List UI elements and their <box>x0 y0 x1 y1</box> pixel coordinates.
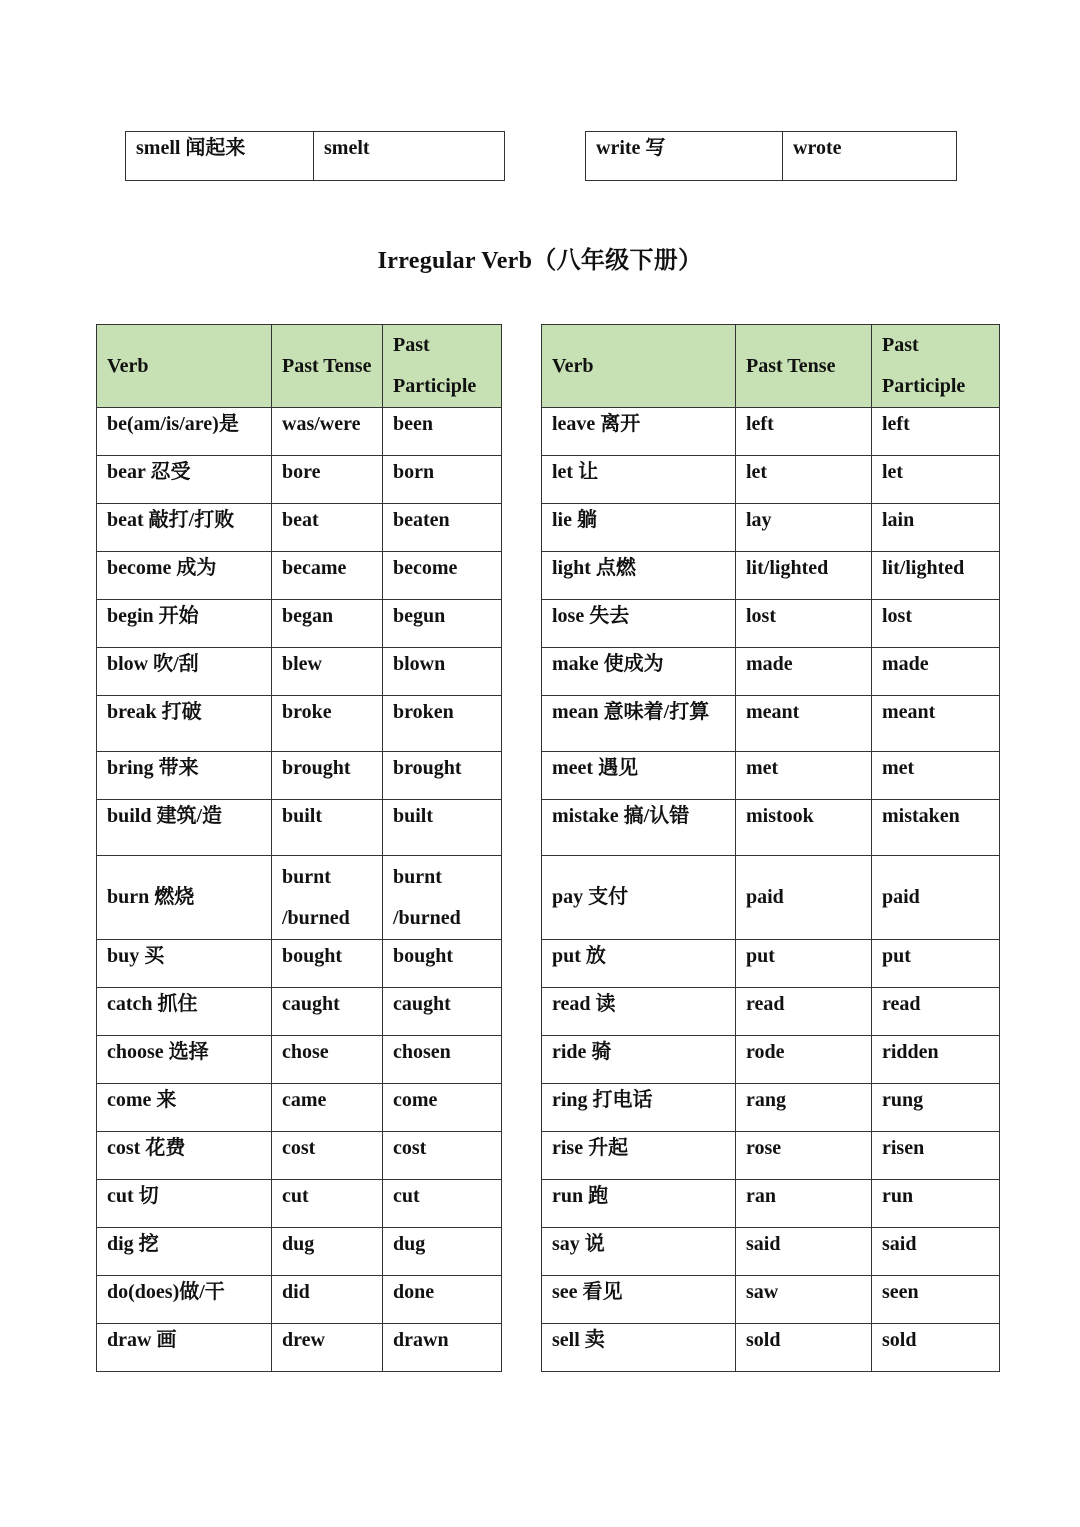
header-past-participle: Past Participle <box>383 325 502 408</box>
past-tense-cell: burnt /burned <box>272 856 383 940</box>
past-participle-cell: built <box>383 800 502 856</box>
table-row <box>97 648 502 696</box>
verb-cell: become 成为 <box>97 552 272 600</box>
past-participle-cell: lain <box>872 504 1000 552</box>
past-participle-cell: born <box>383 456 502 504</box>
verb-cell: write 写 <box>586 132 783 181</box>
past-tense-cell: cut <box>272 1180 383 1228</box>
header-verb: Verb <box>97 325 272 408</box>
verb-cell: come 来 <box>97 1084 272 1132</box>
past-participle-cell: blown <box>383 648 502 696</box>
past-participle-cell: paid <box>872 856 1000 940</box>
header-past-tense: Past Tense <box>272 325 383 408</box>
past-tense-cell: ran <box>736 1180 872 1228</box>
past-participle-cell: caught <box>383 988 502 1036</box>
past-tense-cell: did <box>272 1276 383 1324</box>
past-participle-cell: broken <box>383 696 502 752</box>
past-tense-cell: saw <box>736 1276 872 1324</box>
past-tense-cell: said <box>736 1228 872 1276</box>
header-verb: Verb <box>542 325 736 408</box>
past-participle-cell: risen <box>872 1132 1000 1180</box>
table-row <box>542 552 1000 600</box>
past-tense-cell: chose <box>272 1036 383 1084</box>
past-tense-cell: was/were <box>272 408 383 456</box>
verb-cell: buy 买 <box>97 940 272 988</box>
past-participle-cell: beaten <box>383 504 502 552</box>
past-tense-cell: read <box>736 988 872 1036</box>
table-row <box>542 1228 1000 1276</box>
past-participle-cell: lost <box>872 600 1000 648</box>
past-tense-cell: lost <box>736 600 872 648</box>
irregular-verb-table-left <box>96 324 502 1372</box>
past-tense-cell: made <box>736 648 872 696</box>
past-tense-cell: brought <box>272 752 383 800</box>
verb-cell: sell 卖 <box>542 1324 736 1372</box>
table-row <box>97 1084 502 1132</box>
verb-cell: choose 选择 <box>97 1036 272 1084</box>
verb-cell: run 跑 <box>542 1180 736 1228</box>
table-row <box>97 1036 502 1084</box>
table-row <box>542 1132 1000 1180</box>
verb-cell: do(does)做/干 <box>97 1276 272 1324</box>
table-row <box>542 940 1000 988</box>
past-tense-cell: lit/lighted <box>736 552 872 600</box>
table-row <box>542 800 1000 856</box>
verb-cell: say 说 <box>542 1228 736 1276</box>
verb-cell: mean 意味着/打算 <box>542 696 736 752</box>
table-row <box>97 988 502 1036</box>
table-row <box>97 1324 502 1372</box>
table-row <box>97 456 502 504</box>
past-participle-cell: put <box>872 940 1000 988</box>
past-participle-cell: ridden <box>872 1036 1000 1084</box>
past-tense-cell: mistook <box>736 800 872 856</box>
past-participle-cell: run <box>872 1180 1000 1228</box>
past-tense-cell: sold <box>736 1324 872 1372</box>
verb-cell: smell 闻起来 <box>126 132 314 181</box>
past-tense-cell: beat <box>272 504 383 552</box>
table-row <box>542 456 1000 504</box>
verb-cell: lie 躺 <box>542 504 736 552</box>
past-tense-cell: rose <box>736 1132 872 1180</box>
past-tense-cell: bought <box>272 940 383 988</box>
past-participle-cell: brought <box>383 752 502 800</box>
past-tense-cell: lay <box>736 504 872 552</box>
verb-cell: meet 遇见 <box>542 752 736 800</box>
table-row <box>542 648 1000 696</box>
past-tense-cell: rode <box>736 1036 872 1084</box>
table-row <box>542 408 1000 456</box>
verb-cell: draw 画 <box>97 1324 272 1372</box>
table-row <box>97 1132 502 1180</box>
verb-cell: build 建筑/造 <box>97 800 272 856</box>
table-row <box>542 504 1000 552</box>
table-row <box>97 408 502 456</box>
past-participle-cell: meant <box>872 696 1000 752</box>
top-table-left <box>125 131 505 181</box>
irregular-verb-table-right <box>541 324 1000 1372</box>
past-tense-cell: cost <box>272 1132 383 1180</box>
past-participle-cell: left <box>872 408 1000 456</box>
verb-cell: see 看见 <box>542 1276 736 1324</box>
verb-cell: let 让 <box>542 456 736 504</box>
past-participle-cell: cost <box>383 1132 502 1180</box>
verb-cell: catch 抓住 <box>97 988 272 1036</box>
past-tense-cell: dug <box>272 1228 383 1276</box>
table-row <box>126 132 505 181</box>
verb-cell: leave 离开 <box>542 408 736 456</box>
past-tense-cell: came <box>272 1084 383 1132</box>
past-tense-cell: met <box>736 752 872 800</box>
verb-cell: beat 敲打/打败 <box>97 504 272 552</box>
table-row <box>97 504 502 552</box>
past-tense-cell: paid <box>736 856 872 940</box>
table-row <box>97 600 502 648</box>
verb-cell: dig 挖 <box>97 1228 272 1276</box>
verb-cell: begin 开始 <box>97 600 272 648</box>
verb-cell: cut 切 <box>97 1180 272 1228</box>
table-row <box>97 856 502 940</box>
table-row <box>97 1276 502 1324</box>
past-participle-cell: dug <box>383 1228 502 1276</box>
table-row <box>97 752 502 800</box>
header-past-participle: Past Participle <box>872 325 1000 408</box>
verb-cell: cost 花费 <box>97 1132 272 1180</box>
past-participle-cell: cut <box>383 1180 502 1228</box>
past-tense-cell: let <box>736 456 872 504</box>
verb-cell: bear 忍受 <box>97 456 272 504</box>
past-tense-cell: left <box>736 408 872 456</box>
verb-cell: light 点燃 <box>542 552 736 600</box>
past-participle-cell: read <box>872 988 1000 1036</box>
past-participle-cell: chosen <box>383 1036 502 1084</box>
table-row <box>542 1180 1000 1228</box>
table-row <box>542 600 1000 648</box>
past-tense-cell: smelt <box>314 132 505 181</box>
table-row <box>97 1228 502 1276</box>
table-row <box>97 940 502 988</box>
past-tense-cell: built <box>272 800 383 856</box>
past-participle-cell: done <box>383 1276 502 1324</box>
table-header-row <box>97 325 502 408</box>
table-row <box>542 1324 1000 1372</box>
table-row <box>586 132 957 181</box>
table-row <box>542 696 1000 752</box>
past-tense-cell: caught <box>272 988 383 1036</box>
past-participle-cell: sold <box>872 1324 1000 1372</box>
verb-cell: burn 燃烧 <box>97 856 272 940</box>
table-header-row <box>542 325 1000 408</box>
header-past-tense: Past Tense <box>736 325 872 408</box>
past-participle-cell: made <box>872 648 1000 696</box>
verb-cell: bring 带来 <box>97 752 272 800</box>
verb-cell: blow 吹/刮 <box>97 648 272 696</box>
top-table-right <box>585 131 957 181</box>
table-row <box>542 856 1000 940</box>
past-tense-cell: began <box>272 600 383 648</box>
past-tense-cell: wrote <box>783 132 957 181</box>
past-participle-cell: lit/lighted <box>872 552 1000 600</box>
past-tense-cell: rang <box>736 1084 872 1132</box>
past-participle-cell: let <box>872 456 1000 504</box>
past-participle-cell: begun <box>383 600 502 648</box>
past-participle-cell: come <box>383 1084 502 1132</box>
past-tense-cell: meant <box>736 696 872 752</box>
past-tense-cell: drew <box>272 1324 383 1372</box>
table-row <box>542 1036 1000 1084</box>
past-tense-cell: bore <box>272 456 383 504</box>
page-title: Irregular Verb（八年级下册） <box>377 248 703 274</box>
past-participle-cell: become <box>383 552 502 600</box>
past-tense-cell: became <box>272 552 383 600</box>
verb-cell: ring 打电话 <box>542 1084 736 1132</box>
table-row <box>97 1180 502 1228</box>
past-tense-cell: put <box>736 940 872 988</box>
verb-cell: pay 支付 <box>542 856 736 940</box>
verb-cell: put 放 <box>542 940 736 988</box>
verb-cell: break 打破 <box>97 696 272 752</box>
verb-cell: ride 骑 <box>542 1036 736 1084</box>
past-participle-cell: burnt /burned <box>383 856 502 940</box>
table-row <box>542 1276 1000 1324</box>
table-row <box>97 552 502 600</box>
past-participle-cell: met <box>872 752 1000 800</box>
table-row <box>542 988 1000 1036</box>
table-row <box>97 800 502 856</box>
past-participle-cell: mistaken <box>872 800 1000 856</box>
verb-cell: rise 升起 <box>542 1132 736 1180</box>
past-participle-cell: drawn <box>383 1324 502 1372</box>
past-tense-cell: broke <box>272 696 383 752</box>
verb-cell: be(am/is/are)是 <box>97 408 272 456</box>
table-row <box>542 752 1000 800</box>
verb-cell: read 读 <box>542 988 736 1036</box>
past-participle-cell: rung <box>872 1084 1000 1132</box>
table-row <box>542 1084 1000 1132</box>
past-participle-cell: seen <box>872 1276 1000 1324</box>
past-participle-cell: bought <box>383 940 502 988</box>
verb-cell: make 使成为 <box>542 648 736 696</box>
past-participle-cell: said <box>872 1228 1000 1276</box>
table-row <box>97 696 502 752</box>
verb-cell: mistake 搞/认错 <box>542 800 736 856</box>
past-participle-cell: been <box>383 408 502 456</box>
past-tense-cell: blew <box>272 648 383 696</box>
verb-cell: lose 失去 <box>542 600 736 648</box>
